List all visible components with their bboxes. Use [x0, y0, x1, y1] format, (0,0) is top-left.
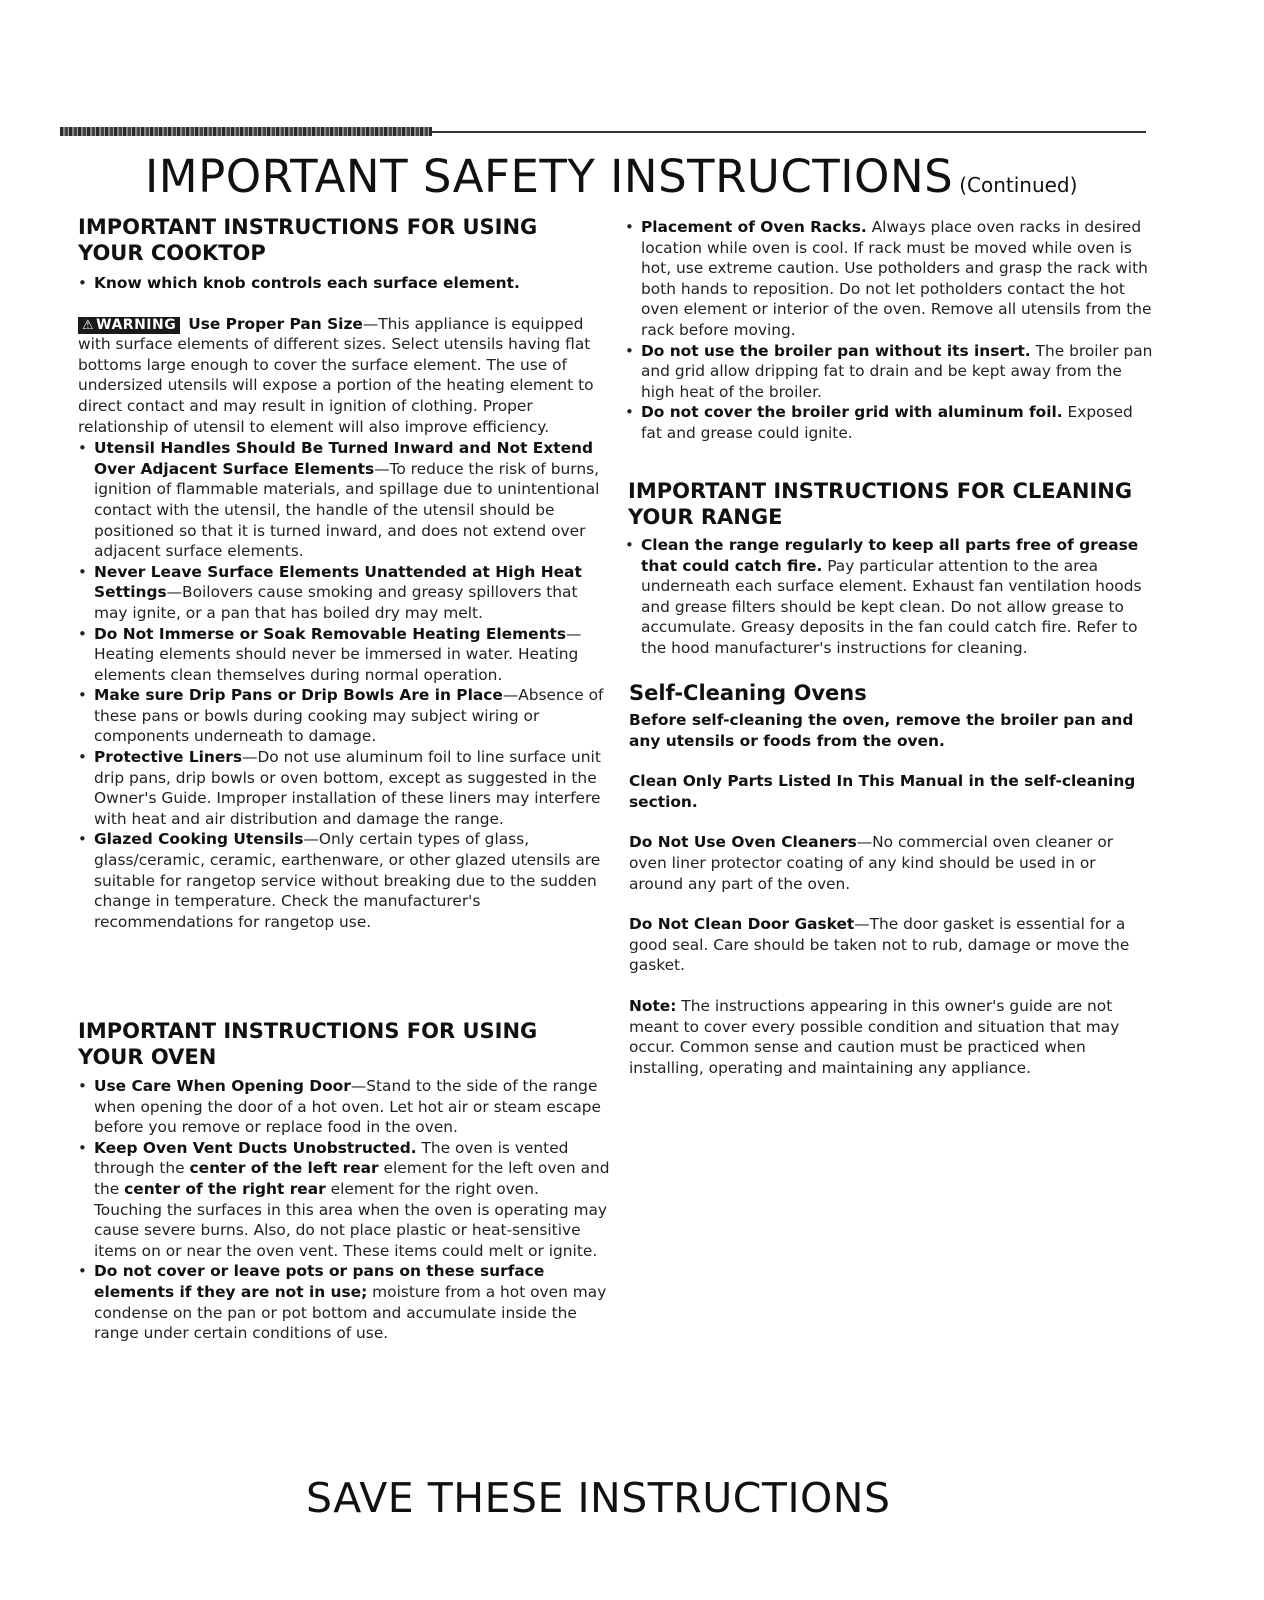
warning-badge: ⚠ WARNING — [78, 317, 180, 334]
page-title: IMPORTANT SAFETY INSTRUCTIONS (Continued) — [145, 150, 1078, 203]
oven-racks-section — [625, 217, 1153, 444]
no-cleaners-paragraph: Do Not Use Oven Cleaners—No commercial oven cleaner or oven liner protector coating of any kind should be used in or around any part of the oven. — [629, 833, 1114, 893]
list-item: • Glazed Cooking Utensils—Only certain types of glass, glass/ceramic, ceramic, earthenware, or other glazed utensils are suitable for rangetop service without breaking due to the sudden change in temperature. Check the manufacturer's recommendations for rangetop use. — [78, 829, 610, 932]
list-item: • Clean the range regularly to keep all parts free of grease that could catch fire. Pay particular attention to the area underneath each surface element. Exhaust fan ventilation hoods and grease filters should be kept clean. Do not allow grease to accumulate. Greasy deposits in the fan could catch fire. Refer to the hood manufacturer's instructions for cleaning. — [625, 535, 1153, 659]
list-item — [78, 273, 610, 294]
cleaning-section — [625, 535, 1153, 659]
list-item: • Do not use the broiler pan without its insert. The broiler pan and grid allow dripping fat to drain and be kept away from the high heat of the broiler. — [625, 341, 1153, 403]
cooktop-heading: IMPORTANT INSTRUCTIONS FOR USING YOUR COOKTOP — [78, 215, 538, 265]
know-knob-text: Know which knob controls each surface element. — [94, 274, 520, 292]
header-rule — [432, 131, 1146, 133]
self-cleaning-heading: Self-Cleaning Ovens — [629, 681, 867, 705]
list-item: • Do Not Immerse or Soak Removable Heating Elements—Heating elements should never be immersed in water. Heating elements clean themselves during normal operation. — [78, 624, 610, 686]
self-cleaning-section — [629, 710, 1153, 1078]
list-item: • Do not cover the broiler grid with aluminum foil. Exposed fat and grease could ignite. — [625, 402, 1153, 443]
note-paragraph: Note: The instructions appearing in this owner's guide are not meant to cover every possible condition and situation that may occur. Common sense and caution must be practiced when installing, operating and maintaining any appliance. — [629, 996, 1120, 1077]
list-item: • Keep Oven Vent Ducts Unobstructed. The oven is vented through the center of the left rear element for the left oven and the center of the right rear element for the right oven. Touching the surfaces in this area when the oven is operating may cause severe burns. Also, do not place plastic or heat-sensitive items on or near the oven vent. These items could melt or ignite. — [78, 1138, 610, 1262]
header-rule-pattern — [60, 127, 432, 136]
list-item: • Placement of Oven Racks. Always place oven racks in desired location while oven is cool. If rack must be moved while oven is hot, use extreme caution. Use potholders and grasp the rack with both hands to reposition. Do not let potholders contact the hot oven element or interior of the oven. Remove all utensils from the rack before moving. — [625, 217, 1153, 341]
list-item: • Use Care When Opening Door—Stand to the side of the range when opening the door of a hot oven. Let hot air or steam escape before you remove or replace food in the oven. — [78, 1076, 610, 1138]
oven-heading: IMPORTANT INSTRUCTIONS FOR USING YOUR OVEN — [78, 1019, 538, 1069]
self-cleaning-intro: Before self-cleaning the oven, remove the broiler pan and any utensils or foods from the oven. — [629, 711, 1134, 750]
cooktop-section — [78, 273, 610, 932]
title-continued: (Continued) — [959, 173, 1078, 197]
clean-only-paragraph: Clean Only Parts Listed In This Manual in the self-cleaning section. — [629, 772, 1136, 811]
gasket-paragraph: Do Not Clean Door Gasket—The door gasket is essential for a good seal. Care should be taken not to rub, damage or move the gasket. — [629, 915, 1130, 975]
list-item: • Never Leave Surface Elements Unattended at High Heat Settings—Boilovers cause smoking and greasy spillovers that may ignite, or a pan that has boiled dry may melt. — [78, 562, 610, 624]
list-item: • Make sure Drip Pans or Drip Bowls Are in Place—Absence of these pans or bowls during cooking may subject wiring or components underneath to damage. — [78, 685, 610, 747]
list-item: • Do not cover or leave pots or pans on these surface elements if they are not in use; moisture from a hot oven may condense on the pan or pot bottom and accumulate inside the range under certain conditions of use. — [78, 1261, 610, 1343]
warning-triangle-icon: ⚠ — [82, 317, 95, 333]
footer-title: SAVE THESE INSTRUCTIONS — [306, 1474, 891, 1522]
list-item: • Utensil Handles Should Be Turned Inward and Not Extend Over Adjacent Surface Elements—To reduce the risk of burns, ignition of flammable materials, and spillage due to unintentional contact with the utensil, the handle of the utensil should be positioned so that it is turned inward, and does not extend over adjacent surface elements. — [78, 438, 610, 562]
list-item: • Protective Liners—Do not use aluminum foil to line surface unit drip pans, drip bowls or oven bottom, except as suggested in the Owner's Guide. Improper installation of these liners may interfere with heat and air distribution and damage the range. — [78, 747, 610, 829]
oven-section — [78, 1076, 610, 1344]
cleaning-heading: IMPORTANT INSTRUCTIONS FOR CLEANING YOUR RANGE — [628, 479, 1133, 529]
warning-paragraph: ⚠ WARNING Use Proper Pan Size—This appliance is equipped with surface elements of different sizes. Select utensils having flat bottoms large enough to cover the surface element. The use of undersized utensils will expose a portion of the heating element to direct contact and may result in ignition of clothing. Proper relationship of utensil to element will also improve efficiency. — [78, 314, 594, 436]
